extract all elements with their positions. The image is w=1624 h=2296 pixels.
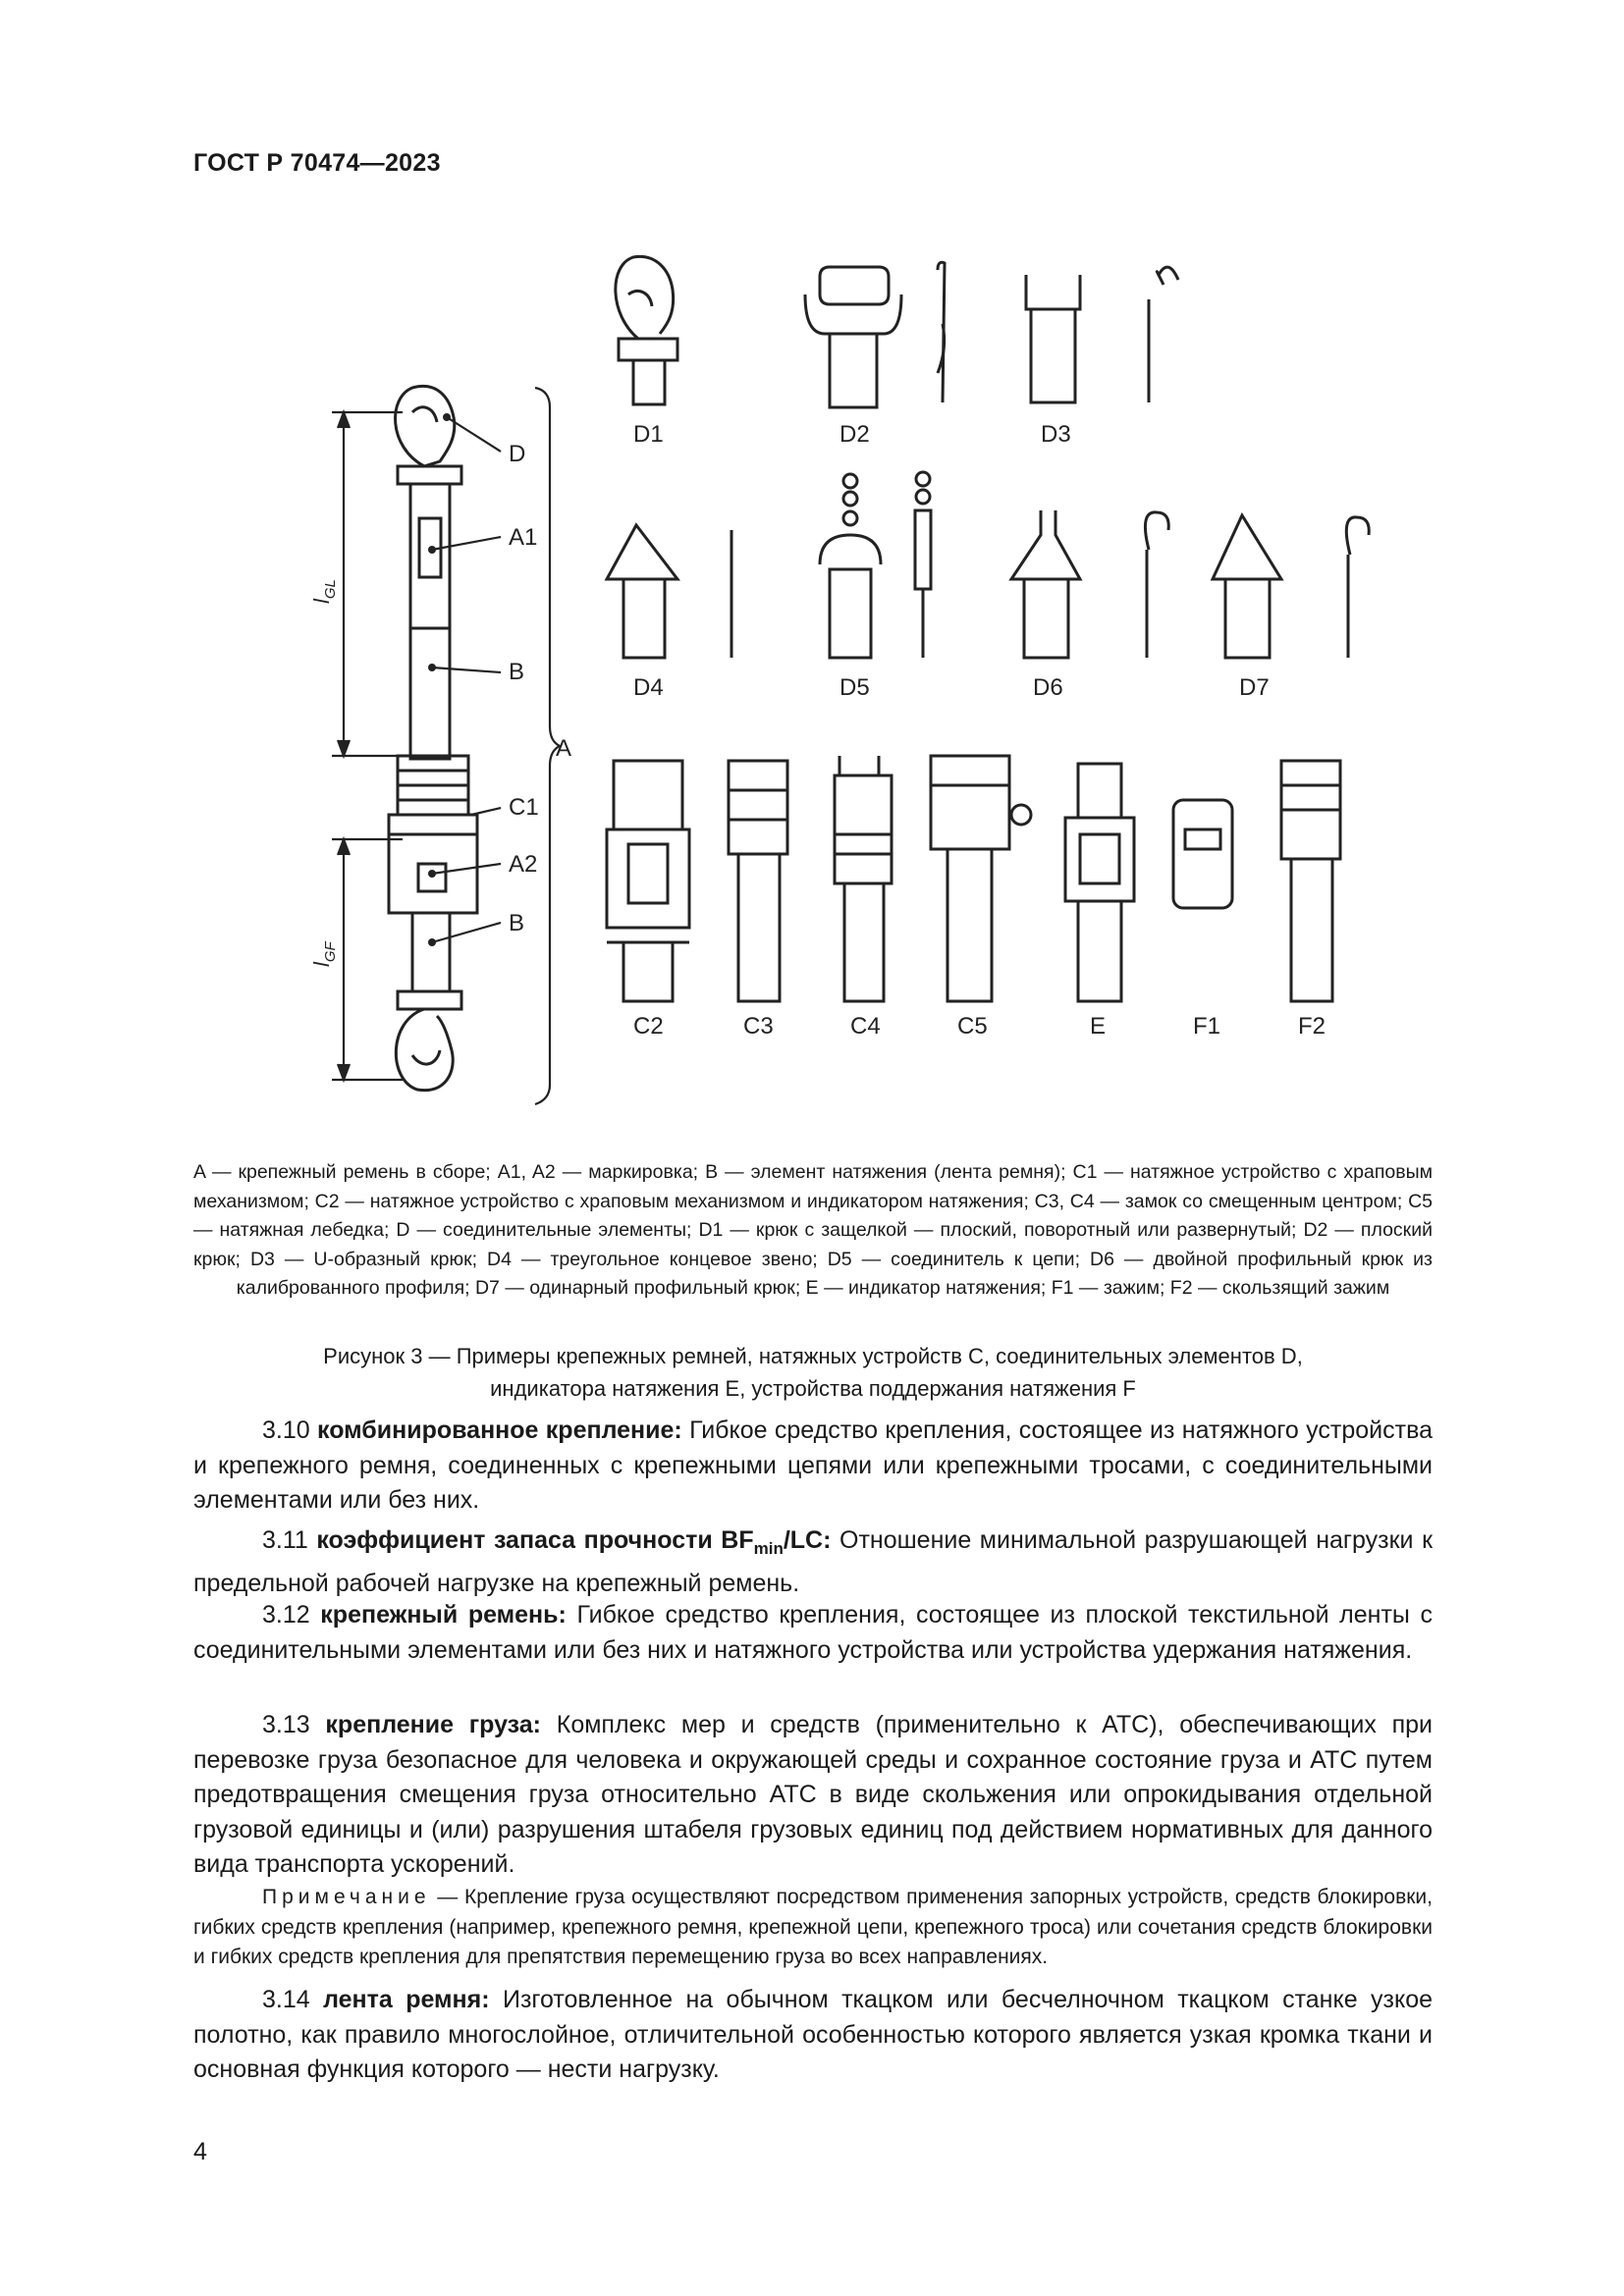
term-3-12: крепежный ремень:	[320, 1601, 567, 1629]
component-row-2	[607, 472, 1369, 658]
note-label: Примечание	[262, 1886, 431, 1908]
label-d3: D3	[1041, 421, 1071, 448]
label-c1: C1	[509, 794, 539, 821]
component-row-3	[607, 756, 1340, 1001]
figure-3	[0, 226, 1624, 1119]
dim-lgl: $l_{GL}$	[309, 579, 339, 604]
label-d7: D7	[1239, 674, 1270, 701]
label-c4: C4	[850, 1013, 881, 1040]
label-a1: A1	[509, 524, 538, 551]
term-3-11: коэффициент запаса прочности $BF_{min}/LC$:	[316, 1526, 832, 1558]
label-d: D	[509, 441, 526, 467]
label-d4: D4	[633, 674, 664, 701]
page-number: 4	[193, 2138, 207, 2165]
label-f1: F1	[1193, 1013, 1221, 1040]
note: Примечание — Крепление груза осуществляют посредством применения запорных устройств, средств блокировки, гибких средств крепления (например, крепежного ремня, крепежной цепи, крепежного троса) или сочетания средств блокировки и гибких средств крепления для препятствия перемещению груза во всех направлениях.	[193, 1886, 1433, 1968]
document-header: ГОСТ Р 70474—2023	[193, 149, 441, 177]
label-b-top: B	[509, 659, 525, 685]
term-3-10: комбинированное крепление:	[317, 1416, 682, 1444]
section-3-14: 3.14 лента ремня: Изготовленное на обычном ткацком или бесчелночном ткацком станке узкое полотно, как правило многослойное, отличительной особенностью которого является узкая кромка ткани и основная функция которого — нести нагрузку.	[193, 1986, 1434, 2083]
section-3-13: 3.13 крепление груза: Комплекс мер и средств (применительно к АТС), обеспечивающих при перевозке груза безопасное для человека и окружающей среды и сохранное состояние груза и АТС путем предотвращения смещения груза относительно АТС в виде скольжения или опрокидывания отдельной грузовой единицы и (или) разрушения штабеля грузовых единиц под действием нормативных для данного вида транспорта ускорений.	[193, 1711, 1433, 1878]
label-d6: D6	[1033, 674, 1063, 701]
label-f2: F2	[1298, 1013, 1326, 1040]
section-3-11: 3.11 коэффициент запаса прочности $BF_{min}/LC$: Отношение минимальной разрушающей нагрузки к предельной рабочей нагрузке на крепежный ремень.	[193, 1526, 1434, 1597]
section-3-12: 3.12 крепежный ремень: Гибкое средство крепления, состоящее из плоской текстильной ленты с соединительными элементами или без них и натяжного устройства или устройства удержания натяжения.	[193, 1601, 1433, 1664]
label-b-bottom: B	[509, 910, 525, 936]
figure-legend: A — крепежный ремень в сборе; A1, A2 — маркировка; B — элемент натяжения (лента ремня); C1 — натяжное устройство с храповым механизмом; C2 — натяжное устройство с храповым механизмом и индикатором натяжения; C3, C4 — замок со смещенным центром; C5 — натяжная лебедка; D — соединительные элементы; D1 — крюк с защелкой — плоский, поворотный или развернутый; D2 — плоский крюк; D3 — U-образный крюк; D4 — треугольное концевое звено; D5 — соединитель к цепи; D6 — двойной профильный крюк из калиброванного профиля; D7 — одинарный профильный крюк; E — индикатор натяжения; F1 — зажим; F2 — скользящий зажим	[193, 1161, 1433, 1299]
label-d1: D1	[633, 421, 664, 448]
caption-line-2: индикатора натяжения E, устройства поддержания натяжения F	[490, 1376, 1136, 1401]
dim-lgf: $l_{GF}$	[309, 941, 339, 967]
label-c5: C5	[957, 1013, 988, 1040]
label-d5: D5	[839, 674, 870, 701]
label-e: E	[1090, 1013, 1107, 1040]
label-a: A	[556, 735, 572, 762]
term-3-14: лента ремня:	[323, 1986, 490, 2013]
caption-line-1: Рисунок 3 — Примеры крепежных ремней, натяжных устройств C, соединительных элементов D,	[323, 1344, 1303, 1368]
figure-caption	[193, 1340, 1433, 1405]
label-d2: D2	[839, 421, 870, 448]
section-3-10: 3.10 комбинированное крепление: Гибкое средство крепления, состоящее из натяжного устройства и крепежного ремня, соединенных с крепежными цепями или крепежными тросами, с соединительными элементами или без них.	[193, 1416, 1433, 1514]
dimension-lines	[332, 388, 560, 1104]
term-3-13: крепление груза:	[325, 1711, 542, 1738]
component-row-1	[616, 256, 1178, 407]
label-a2: A2	[509, 851, 538, 878]
label-c2: C2	[633, 1013, 664, 1040]
assembled-strap-drawing	[389, 386, 477, 1090]
label-c3: C3	[743, 1013, 774, 1040]
